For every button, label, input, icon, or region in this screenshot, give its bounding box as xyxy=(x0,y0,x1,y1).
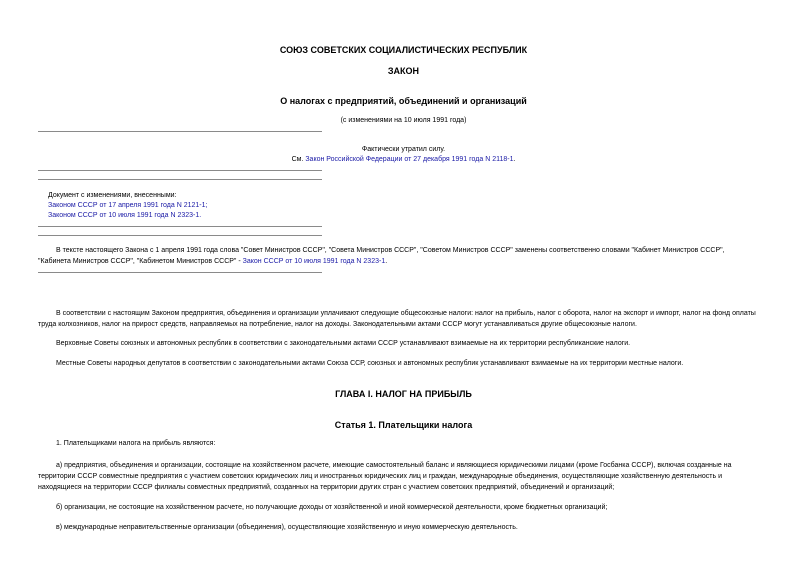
amendment-date: (с изменениями на 10 июля 1991 года) xyxy=(340,117,467,124)
status-note: Фактически утратил силу. xyxy=(361,146,446,153)
divider xyxy=(38,179,322,180)
amendment-link-1[interactable]: Законом СССР от 17 апреля 1991 года N 2121-1; xyxy=(48,202,208,209)
article-item-a: находящиеся на территории СССР филиалы совместных предприятий, созданных на территории других стран с участием советских предприятий, объединений и организаций; xyxy=(38,484,615,491)
divider xyxy=(38,226,322,227)
article-item-a: а) предприятия, объединения и организации, состоящие на хозяйственном расчете, имеющие самостоятельный баланс и являющиеся юридическими лицами (кроме Госбанка СССР), включая созданные на xyxy=(56,462,732,469)
article-item-1: 1. Плательщиками налога на прибыль являются: xyxy=(56,440,216,447)
republic-taxes-paragraph: Верховные Советы союзных и автономных республик в соответствии с законодательными актами СССР устанавливают взимаемые на их территории республиканские налоги. xyxy=(56,340,631,347)
chapter-heading: ГЛАВА I. НАЛОГ НА ПРИБЫЛЬ xyxy=(335,389,472,399)
intro-paragraph: труда колхозников, налог на прирост средств, направляемых на потребление, налог на доходы. Законодательными актами СССР могут устанавливаться другие общесоюзные налоги. xyxy=(38,321,637,328)
article-item-c: в) международные неправительственные организации (объединения), осуществляющие хозяйственную и иную коммерческую деятельность. xyxy=(56,524,518,531)
intro-paragraph: В соответствии с настоящим Законом предприятия, объединения и организации уплачивают следующие общесоюзные налоги: налог на прибыль, налог с оборота, налог на экспорт и импорт, налог на фонд оплаты xyxy=(56,310,756,317)
repeal-law-link[interactable]: Закон Российской Федерации от 27 декабря 1991 года N 2118-1 xyxy=(305,156,514,163)
amendment-link-2[interactable]: Законом СССР от 10 июля 1991 года N 2323-1. xyxy=(48,212,202,219)
changes-label: Документ с изменениями, внесенными: xyxy=(48,192,177,199)
substitution-note-line xyxy=(38,256,387,267)
union-heading: СОЮЗ СОВЕТСКИХ СОЦИАЛИСТИЧЕСКИХ РЕСПУБЛИК xyxy=(279,45,528,55)
law-heading: ЗАКОН xyxy=(387,66,420,76)
article-item-a: территории СССР совместные предприятия с участием советских юридических лиц и иностранных юридических лиц и граждан, международные объединения, осуществляющие хозяйственную деятельность и xyxy=(38,473,723,480)
substitution-note-end: . xyxy=(385,258,388,265)
status-prefix: См. xyxy=(291,156,306,163)
document-title: О налогах с предприятий, объединений и организаций xyxy=(280,96,527,106)
status-reference xyxy=(38,155,769,164)
article-heading: Статья 1. Плательщики налога xyxy=(334,420,473,430)
local-taxes-paragraph: Местные Советы народных депутатов в соответствии с законодательными актами Союза ССР, союзных и автономных республик устанавливают взимаемые на их территории местные налоги. xyxy=(56,360,684,367)
divider xyxy=(38,131,322,132)
divider xyxy=(38,272,322,273)
article-item-b: б) организации, не состоящие на хозяйственном расчете, но получающие доходы от хозяйственной и иной коммерческой деятельности, кроме бюджетных организаций; xyxy=(56,504,608,511)
substitution-law-link[interactable]: Закон СССР от 10 июля 1991 года N 2323-1 xyxy=(242,258,386,265)
status-suffix: . xyxy=(513,156,516,163)
substitution-note-text: "Кабинета Министров СССР", "Кабинетом Министров СССР" - xyxy=(38,258,243,265)
divider xyxy=(38,170,322,171)
substitution-note-line: В тексте настоящего Закона с 1 апреля 1991 года слова "Совет Министров СССР", "Совета Министров СССР", "Советом Министров СССР" заменены соответственно словами "Кабинет Министров СССР", xyxy=(56,247,725,254)
divider xyxy=(38,235,322,236)
